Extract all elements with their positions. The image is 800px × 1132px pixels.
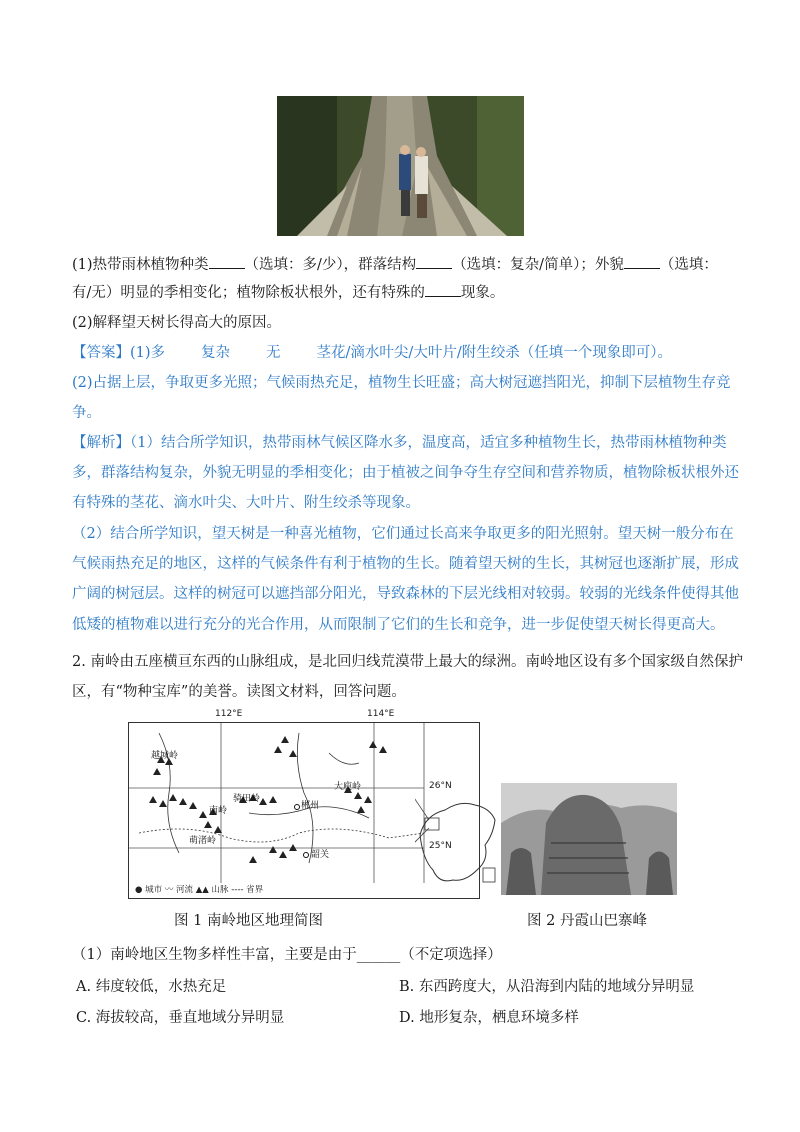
analysis-line-4: （2）结合所学知识，望天树是一种喜光植物，它们通过长高来争取更多的阳光照射。望天树一般分布在 xyxy=(72,526,734,542)
q1-line2-text-a: 有/无）明显的季相变化；植物除板状根外，还有特殊的 xyxy=(72,285,425,301)
lat-label-25: 25°N xyxy=(429,841,452,851)
analysis-line-1: 【解析】（1）结合所学知识，热带雨林气候区降水多，温度高，适宜多种植物生长，热带雨林植物种类 xyxy=(72,435,727,451)
map-legend: ● 城市 〰 河流 ▲▲ 山脉 ---- 省界 xyxy=(135,885,264,895)
analysis-line-7: 低矮的植物难以进行充分的光合作用，从而限制了它们的生长和竞争，进一步促使望天树长得更高大。 xyxy=(72,617,725,633)
option-b: B. 东西跨度大，从沿海到内陆的地域分异明显 xyxy=(399,979,695,995)
q1-line1-text-c: （选填：复杂/简单）；外貌 xyxy=(452,257,624,273)
q2-line-2: 区，有“物种宝库”的美誉。读图文材料，回答问题。 xyxy=(72,684,406,700)
answer-p1-v2: 复杂 xyxy=(201,345,231,361)
figure2-caption: 图 2 丹霞山巴寨峰 xyxy=(527,913,647,929)
range-qitian: 骑田岭 xyxy=(233,794,261,804)
city-chenzhou: 郴州 xyxy=(301,801,320,811)
answer-line-1 xyxy=(72,342,672,364)
blank-phenomenon xyxy=(425,282,461,297)
q1-line2-text-b: 现象。 xyxy=(460,285,505,301)
analysis-line-2: 多，群落结构复杂，外貌无明显的季相变化；由于植被之间争夺生存空间和营养物质，植物除板状根外还 xyxy=(72,465,739,481)
q2-line-1: 2. 南岭由五座横亘东西的山脉组成，是北回归线荒漠带上最大的绿洲。南岭地区设有多个国家级自然保护 xyxy=(72,654,743,670)
lon-label-114: 114°E xyxy=(367,709,395,719)
analysis-line-3: 有特殊的茎花、滴水叶尖、大叶片、附生绞杀等现象。 xyxy=(72,495,420,511)
lat-label-26: 26°N xyxy=(429,781,452,791)
q1-line1-text-b: （选填：多/少），群落结构 xyxy=(244,257,417,273)
q1-line1-text-a: (1)热带雨林植物种类 xyxy=(72,257,209,273)
option-a: A. 纬度较低，水热充足 xyxy=(76,979,227,995)
answer-line-2: (2)占据上层，争取更多光照；气候雨热充足，植物生长旺盛；高大树冠遮挡阳光，抑制下层植物生存竞 xyxy=(72,375,731,391)
range-mengzhu: 萌渚岭 xyxy=(189,836,217,846)
answer-p1-prefix: (1)多 xyxy=(130,345,166,361)
answer-label: 【答案】 xyxy=(72,345,130,361)
q1-line1-text-d: （选填： xyxy=(659,257,718,273)
q1-line-2 xyxy=(72,282,504,304)
answer-line-3: 争。 xyxy=(72,405,101,421)
answer-p1-v4: 茎花/滴水叶尖/大叶片/附生绞杀（任填一个现象即可）。 xyxy=(316,345,672,361)
china-inset-map xyxy=(415,790,500,900)
blank-structure xyxy=(416,254,452,269)
range-dayu: 大庾岭 xyxy=(334,782,362,792)
q1-line-3: (2)解释望天树长得高大的原因。 xyxy=(72,315,282,331)
lon-label-112: 112°E xyxy=(215,709,243,719)
city-shaoguan: 韶关 xyxy=(311,850,330,860)
figure1-caption: 图 1 南岭地区地理简图 xyxy=(174,913,323,929)
rainforest-tree-photo xyxy=(277,96,524,236)
range-yuecheng: 越城岭 xyxy=(151,751,179,761)
danxia-mountain-photo xyxy=(501,783,677,895)
answer-p1-v3: 无 xyxy=(266,345,281,361)
blank-species xyxy=(209,254,245,269)
analysis-line-5: 气候雨热充足的地区，这样的气候条件有利于植物的生长。随着望天树的生长，其树冠也逐渐扩展，形成 xyxy=(72,556,739,572)
option-c: C. 海拔较高，垂直地域分异明显 xyxy=(76,1010,285,1026)
range-nanling: 南岭 xyxy=(209,806,228,816)
blank-appearance xyxy=(624,254,660,269)
q1-line-1 xyxy=(72,254,718,276)
option-d: D. 地形复杂，栖息环境多样 xyxy=(399,1010,579,1026)
analysis-line-6: 广阔的树冠层。这样的树冠可以遮挡部分阳光，导致森林的下层光线相对较弱。较弱的光线条件使得其他 xyxy=(72,586,739,602)
sub1-stem: （1）南岭地区生物多样性丰富，主要是由于______（不定项选择） xyxy=(72,947,502,963)
